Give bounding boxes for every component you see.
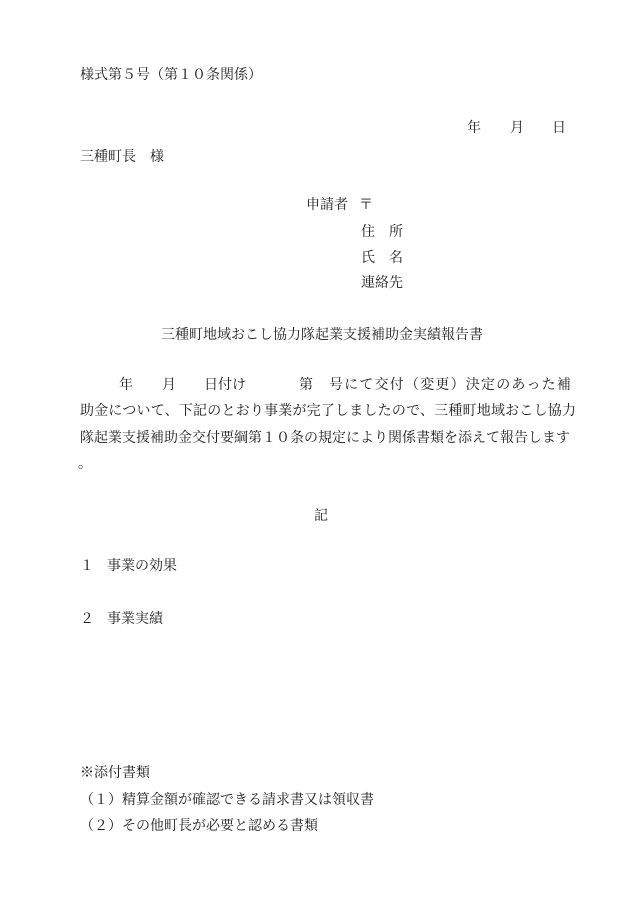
date-month: 月 (510, 120, 524, 136)
form-number: 様式第５号（第１０条関係） (80, 67, 262, 83)
applicant-label: 申請者 (306, 197, 348, 213)
addressee: 三種町長 様 (80, 149, 164, 165)
item-number: ２ (80, 611, 94, 627)
body-line2: 助金について、下記のとおり事業が完了しましたので、三種町地域おこし協力 (80, 403, 577, 419)
body-day-suffix: 日付け (204, 377, 246, 393)
item-label: 事業の効果 (107, 558, 177, 574)
address-label: 住 所 (361, 224, 403, 240)
date-day: 日 (552, 120, 566, 136)
contact-label: 連絡先 (361, 275, 403, 291)
body-line3: 隊起業支援補助金交付要綱第１０条の規定により関係書類を添えて報告します (80, 430, 570, 446)
item-number: １ (80, 558, 94, 574)
name-label: 氏 名 (361, 250, 403, 266)
body-number-prefix: 第 (299, 377, 313, 393)
attachment-item: （１）精算金額が確認できる請求書又は領収書 (80, 792, 374, 808)
body-line4: 。 (78, 456, 92, 472)
body-month: 月 (162, 377, 176, 393)
ki-heading: 記 (314, 508, 328, 524)
attachment-item: （２）その他町長が必要と認める書類 (80, 818, 318, 834)
date-year: 年 (467, 120, 481, 136)
postal-mark: 〒 (359, 197, 373, 213)
document-title: 三種町地域おこし協力隊起業支援補助金実績報告書 (161, 327, 483, 343)
body-line1-rest: 号にて交付（変更）決定のあった補 (329, 377, 573, 393)
item-label: 事業実績 (107, 611, 163, 627)
body-year: 年 (119, 377, 133, 393)
attachments-heading: ※添付書類 (80, 765, 150, 781)
